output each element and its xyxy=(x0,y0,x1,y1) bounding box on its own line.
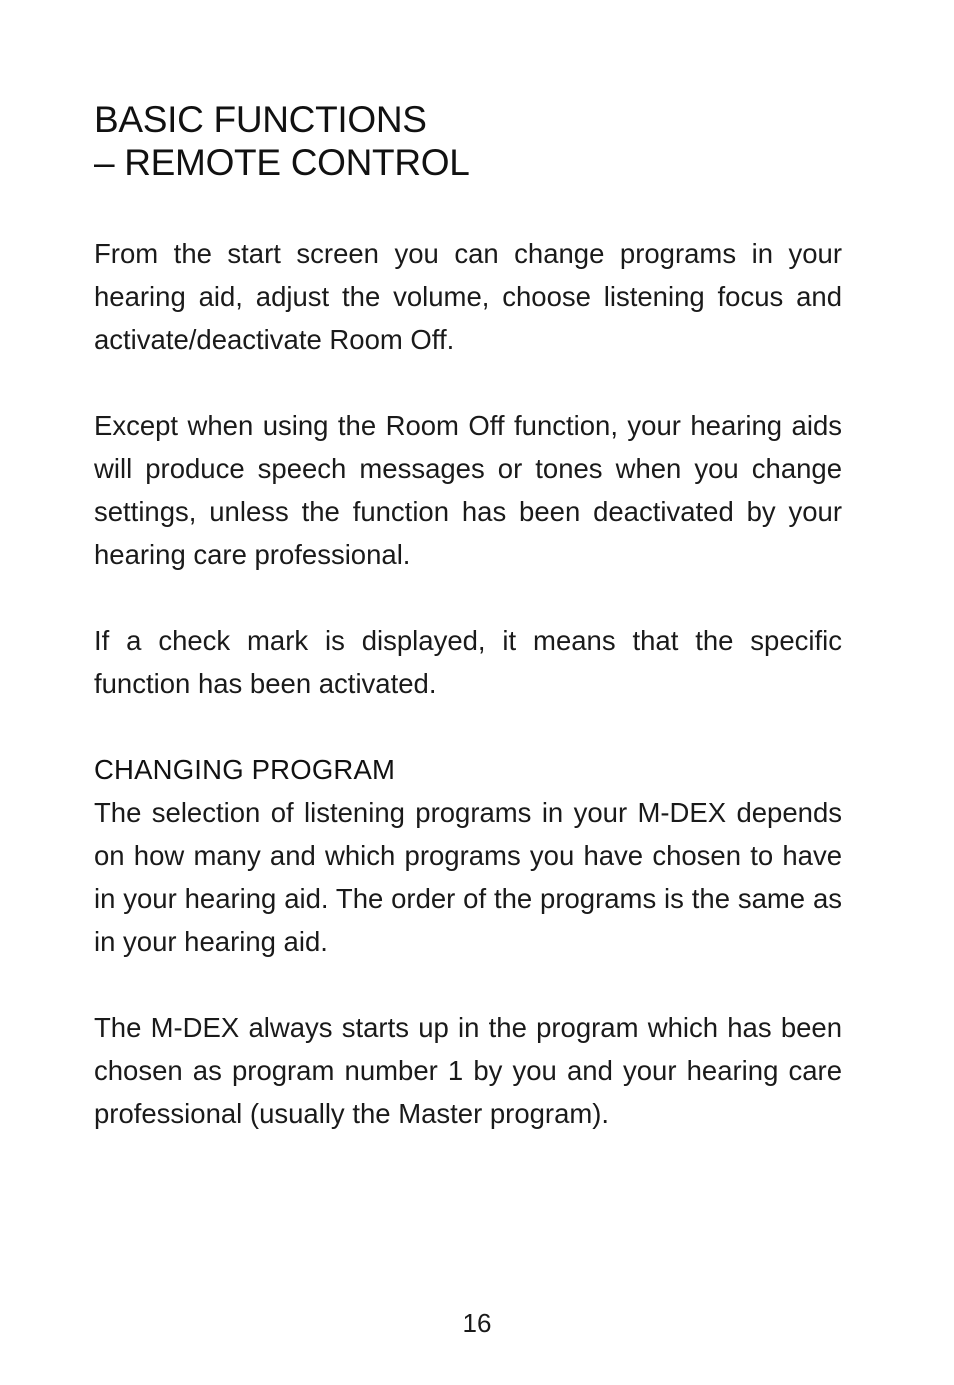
section-heading: CHANGING PROGRAM xyxy=(94,754,396,785)
page-title-line-1: BASIC FUNCTIONS xyxy=(94,99,427,140)
check-mark-paragraph: If a check mark is displayed, it means that the specific function has been activated. xyxy=(94,625,842,699)
speech-messages-paragraph: Except when using the Room Off function, your hearing aids will produce speech messages or tones when you change settings, unless the function has been deactivated by your hearing care professional. xyxy=(94,410,842,570)
page-title-line-2: – REMOTE CONTROL xyxy=(94,142,470,183)
page-title xyxy=(94,98,842,184)
page-content xyxy=(94,98,842,1135)
program-selection-paragraph: The selection of listening programs in your M-DEX depends on how many and which programs you have chosen to have in your hearing aid. The order of the programs is the same as in your hearing aid. xyxy=(94,797,842,957)
intro-paragraph: From the start screen you can change programs in your hearing aid, adjust the volume, choose listening focus and activate/deactivate Room Off. xyxy=(94,238,842,355)
page-number: 16 xyxy=(462,1308,492,1338)
startup-program-paragraph: The M-DEX always starts up in the program which has been chosen as program number 1 by you and your hearing care professional (usually the Master program). xyxy=(94,1012,842,1129)
